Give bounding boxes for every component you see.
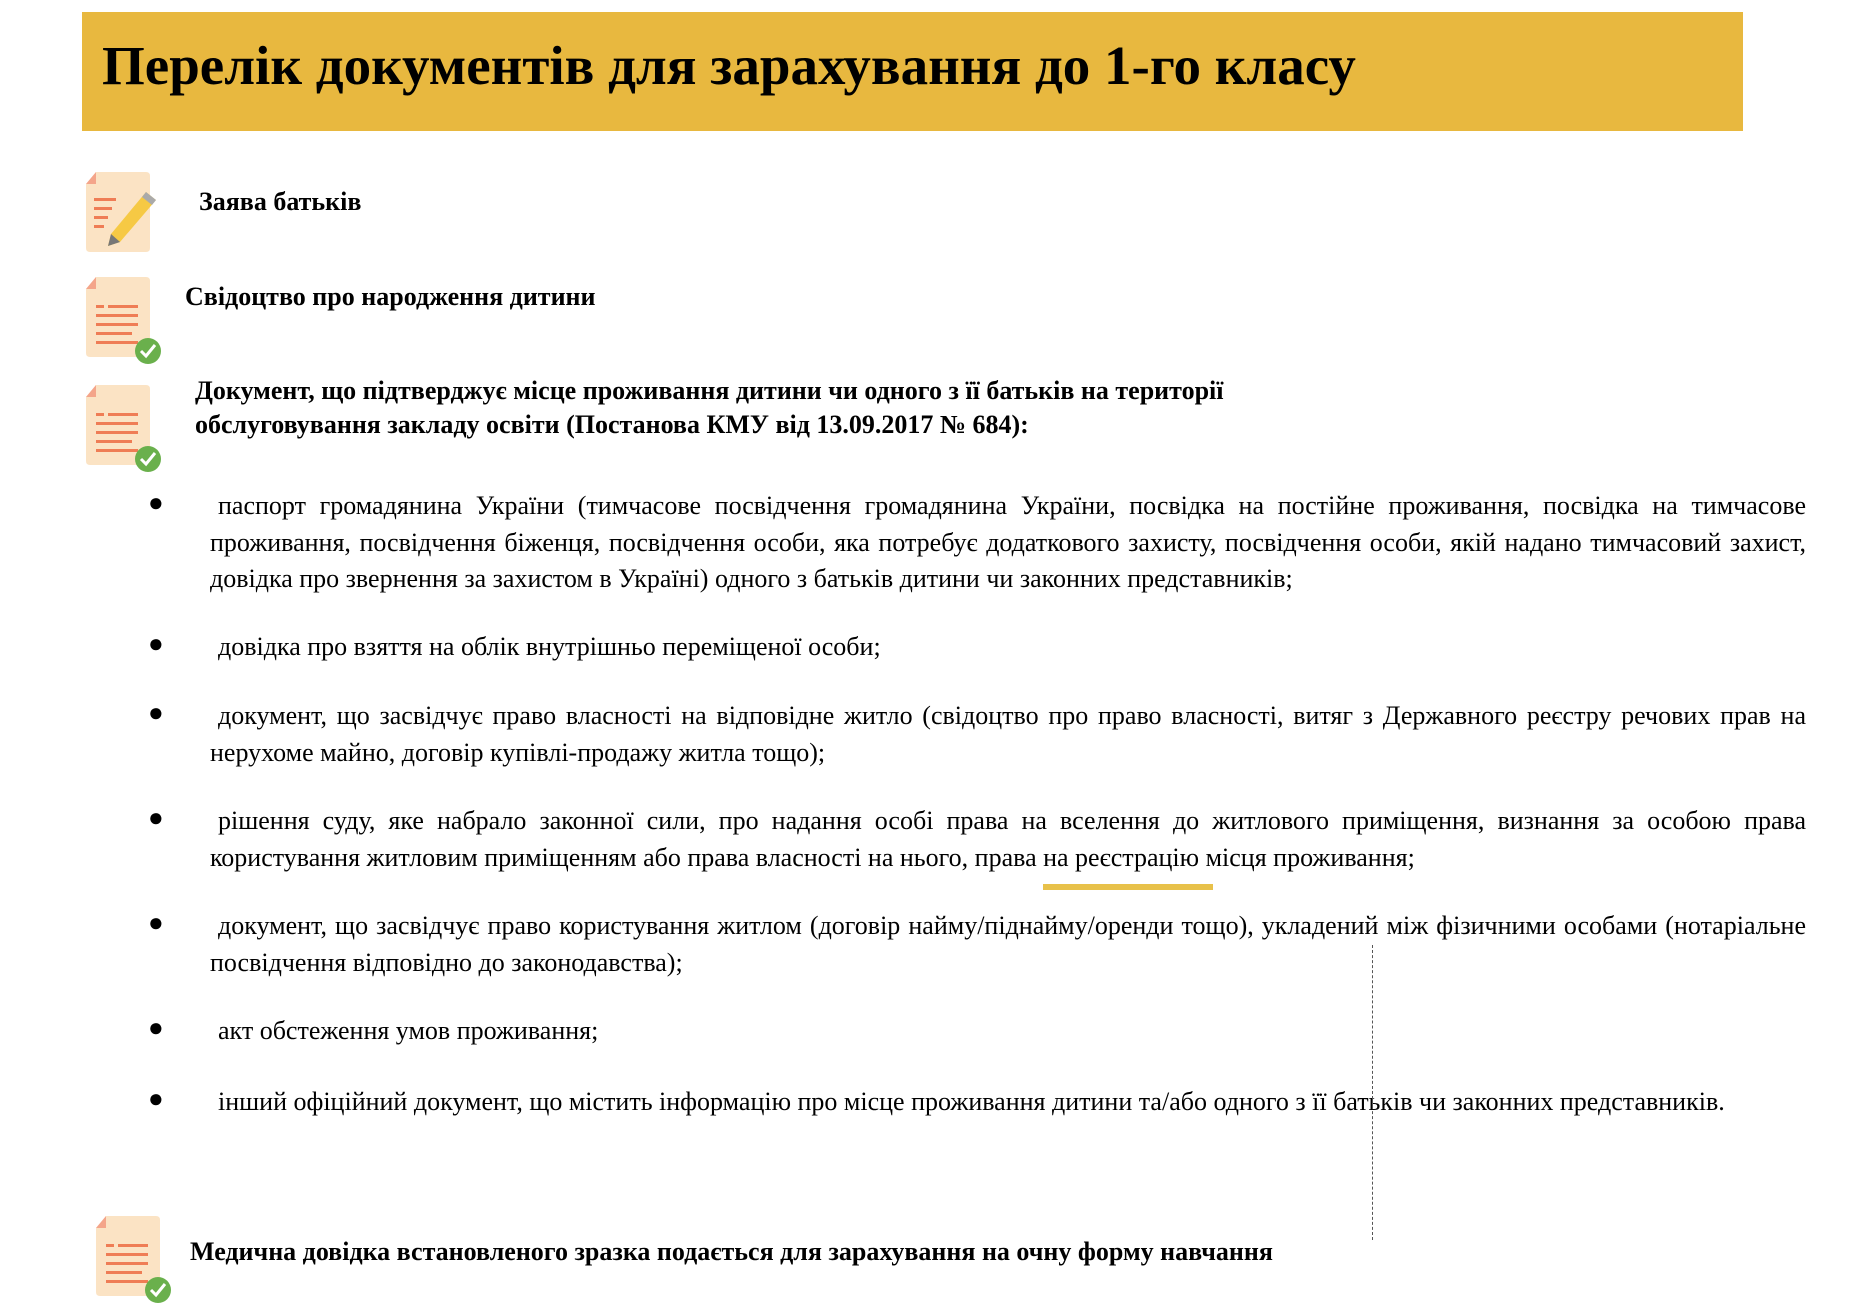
list-item: документ, що засвідчує право користування житлом (договір найму/піднайму/оренди тощо), укладений між фізичними особами (нотаріальне посвідчення відповідно до законодавства); — [210, 911, 1806, 977]
list-item: паспорт громадянина України (тимчасове посвідчення громадянина України, посвідка на постійне проживання, посвідка на тимчасове проживання, посвідчення біженця, посвідчення особи, яка потребує додаткового захисту, посвідчення особи, якій надано тимчасовий захист, довідка про звернення за захистом в Україні) одного з батьків дитини чи законних представників; — [210, 491, 1806, 593]
item-medical-certificate: Медична довідка встановленого зразка подається для зарахування на очну форму навчання — [190, 1237, 1273, 1266]
item-birth-certificate: Свідоцтво про народження дитини — [185, 282, 596, 311]
list-item: документ, що засвідчує право власності на відповідне житло (свідоцтво про право власності, витяг з Державного реєстру речових прав на нерухоме майно, договір купівлі-продажу житла тощо); — [210, 701, 1806, 767]
title-banner — [82, 12, 1743, 131]
list-item: акт обстеження умов проживання; — [218, 1016, 599, 1045]
document-check-icon — [84, 275, 164, 365]
dashed-guide-line — [1372, 945, 1373, 1240]
bullet-icon: ● — [148, 488, 164, 517]
list-item: довідка про взяття на облік внутрішньо переміщеної особи; — [218, 632, 881, 661]
yellow-underline-mark — [1043, 884, 1213, 890]
item-residence-line1: Документ, що підтверджує місце проживання дитини чи одного з її батьків на території — [195, 376, 1224, 405]
item-residence-line2: обслуговування закладу освіти (Постанова КМУ від 13.09.2017 № 684): — [195, 410, 1029, 439]
bullet-icon: ● — [148, 629, 164, 658]
list-item: інший офіційний документ, що містить інформацію про місце проживання дитини та/або одного з її батьків чи законних представників. — [218, 1087, 1725, 1116]
document-pencil-icon — [84, 170, 164, 260]
page-title: Перелік документів для зарахування до 1-го класу — [102, 35, 1356, 96]
bullet-icon: ● — [148, 803, 164, 832]
bullet-icon: ● — [148, 908, 164, 937]
item-residence-document — [195, 374, 1224, 442]
item-parents-application: Заява батьків — [199, 187, 362, 216]
bullet-icon: ● — [148, 698, 164, 727]
bullet-icon: ● — [148, 1084, 164, 1113]
document-check-icon — [84, 383, 164, 473]
list-item: рішення суду, яке набрало законної сили, про надання особі права на вселення до житлового приміщення, визнання за особою права користування житловим приміщенням або права власності на нього, права на реєстрацію місця проживання; — [210, 806, 1806, 872]
bullet-icon: ● — [148, 1013, 164, 1042]
document-check-icon — [94, 1214, 174, 1304]
